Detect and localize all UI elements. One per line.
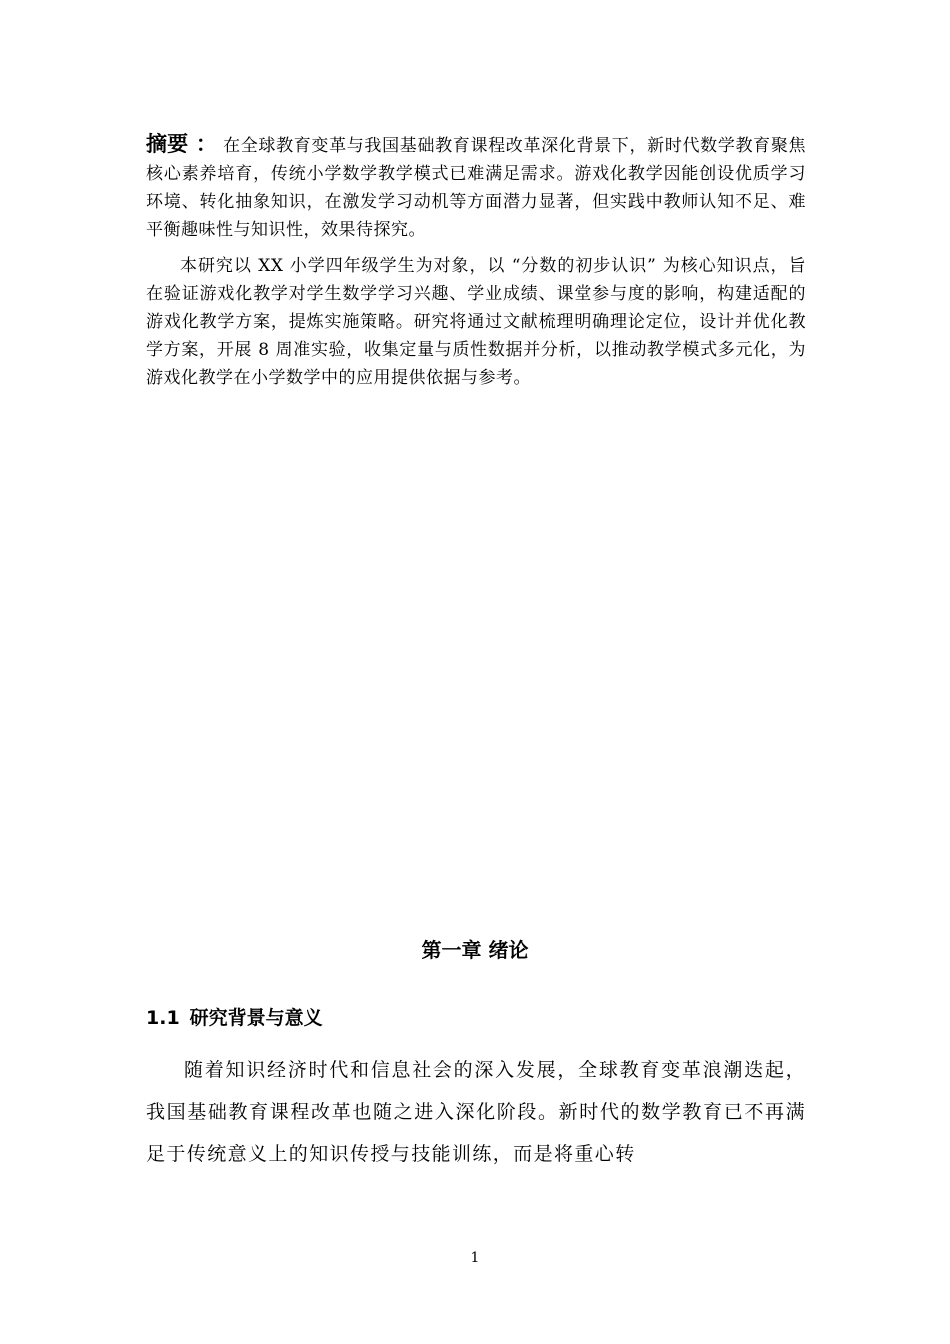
section-number: 1.1: [146, 1007, 180, 1029]
abstract-block: [146, 130, 806, 392]
abstract-paragraph-2: 本研究以 XX 小学四年级学生为对象，以 “分数的初步认识” 为核心知识点，旨在验证游戏化教学对学生数学学习兴趣、学业成绩、课堂参与度的影响，构建适配的游戏化教学方案，提炼实施策略。研究将通过文献梳理明确理论定位，设计并优化教学方案，开展 8 周准实验，收集定量与质性数据并分析，以推动教学模式多元化，为游戏化教学在小学数学中的应用提供依据与参考。: [146, 256, 806, 388]
page-number: 1: [470, 1250, 480, 1266]
abstract-label: 摘要: [146, 132, 189, 156]
section-heading: [146, 1002, 323, 1034]
chapter-title: 第一章 绪论: [421, 938, 529, 962]
body-paragraph: 随着知识经济时代和信息社会的深入发展，全球教育变革浪潮迭起，我国基础教育课程改革也随之进入深化阶段。新时代的数学教育已不再满足于传统意义上的知识传授与技能训练，而是将重心转: [146, 1059, 806, 1165]
abstract-colon: ：: [188, 132, 217, 156]
abstract-text-1: 在全球教育变革与我国基础教育课程改革深化背景下，新时代数学教育聚焦核心素养培育，传统小学数学教学模式已难满足需求。游戏化教学因能创设优质学习环境、转化抽象知识，在激发学习动机等方面潜力显著，但实践中教师认知不足、难平衡趣味性与知识性，效果待探究。: [146, 136, 807, 240]
abstract-paragraph-1: [146, 130, 806, 244]
section-title: 研究背景与意义: [189, 1007, 323, 1029]
